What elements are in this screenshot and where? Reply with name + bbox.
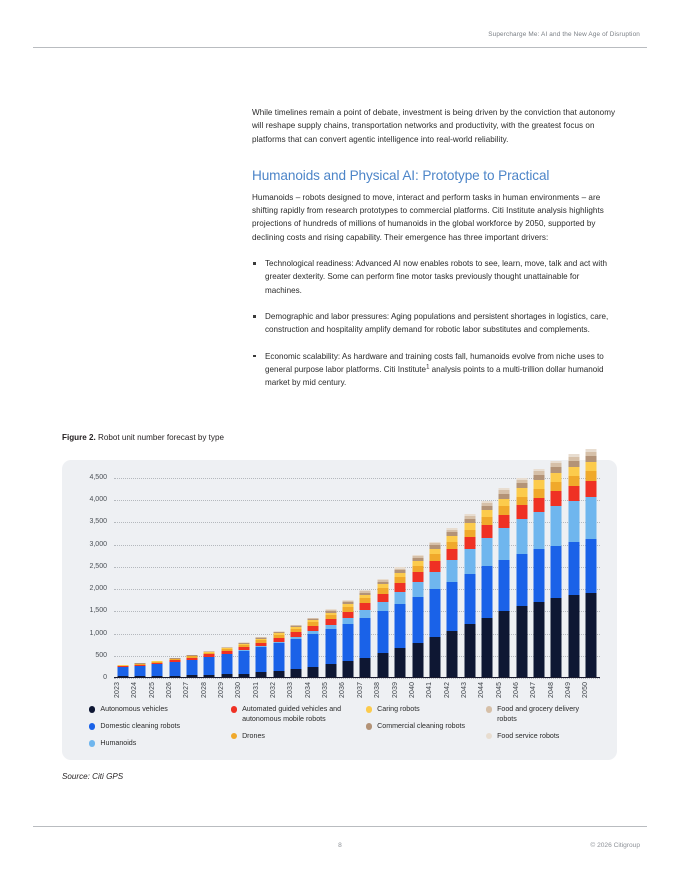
bar-segment <box>533 549 544 602</box>
driver-bullet-list <box>252 257 618 389</box>
bar-segment <box>256 647 267 672</box>
legend-item[interactable] <box>231 732 366 742</box>
legend-column <box>486 705 599 756</box>
bar-stack[interactable] <box>325 609 336 676</box>
bar-segment <box>447 549 458 560</box>
bar-stack[interactable] <box>187 655 198 677</box>
legend-item[interactable] <box>486 705 599 724</box>
footnote-marker: 1 <box>426 364 430 371</box>
y-axis-tick-label: 2,500 <box>89 562 107 570</box>
bar-stack[interactable] <box>291 625 302 677</box>
y-axis-tick-label: 4,500 <box>89 474 107 481</box>
x-axis-tick-label: 2047 <box>530 682 538 699</box>
bar-stack[interactable] <box>377 579 388 676</box>
bar-segment <box>585 471 596 481</box>
bar-slot[interactable] <box>166 477 183 677</box>
bar-segment <box>585 497 596 540</box>
list-item-text: Technological readiness: Advanced AI now enables robots to see, learn, move, talk and act with greater dexterity. Some can perform fine motor tasks previously thought unattainable for machines. <box>265 259 607 295</box>
bar-slot[interactable] <box>530 477 547 677</box>
x-axis-tick-label: 2033 <box>287 682 295 699</box>
bar-segment <box>516 497 527 506</box>
bar-segment <box>464 537 475 549</box>
bar-segment <box>412 597 423 643</box>
legend-color-swatch-icon <box>366 723 372 729</box>
list-item <box>252 257 618 297</box>
bar-stack[interactable] <box>533 469 544 677</box>
list-item-text-prefix: Economic scalability: As hardware and training costs fall, humanoids evolve from niche uses to general purpose labor platforms. Citi Institute <box>265 351 604 374</box>
bar-stack[interactable] <box>221 647 232 677</box>
x-axis-tick-label: 2042 <box>443 682 451 699</box>
x-axis-tick-label: 2026 <box>166 682 174 699</box>
y-axis-tick-label: 1,000 <box>89 629 107 637</box>
bar-stack[interactable] <box>551 461 562 677</box>
bar-stack[interactable] <box>499 488 510 676</box>
running-header-title: Supercharge Me: AI and the New Age of Disruption <box>488 31 640 38</box>
bar-segment <box>551 546 562 599</box>
bar-segment <box>135 666 146 676</box>
bar-segment <box>481 566 492 617</box>
bar-segment <box>533 489 544 498</box>
bar-segment <box>395 583 406 592</box>
bar-segment <box>551 482 562 491</box>
x-axis-tick-label: 2025 <box>148 682 156 699</box>
bar-segment <box>395 604 406 648</box>
bar-stack[interactable] <box>308 618 319 677</box>
bar-slot[interactable] <box>496 477 513 677</box>
legend-color-swatch-icon <box>366 706 372 712</box>
bar-segment <box>533 498 544 512</box>
x-axis-tick-label: 2044 <box>478 682 486 699</box>
x-axis-tick-label: 2030 <box>235 682 243 699</box>
bar-segment <box>343 612 354 619</box>
footer-divider <box>33 826 647 827</box>
y-axis-tick-label: 2,000 <box>89 585 107 593</box>
bar-segment <box>585 462 596 472</box>
legend-item-label: Humanoids <box>100 739 137 748</box>
figure-2-chart-card <box>62 460 617 760</box>
bar-stack[interactable] <box>152 661 163 677</box>
legend-color-swatch-icon <box>89 706 95 712</box>
bar-stack[interactable] <box>412 555 423 677</box>
legend-color-swatch-icon <box>89 740 95 746</box>
bar-segment <box>568 467 579 477</box>
bar-segment <box>516 505 527 519</box>
x-axis-tick-label: 2037 <box>356 682 364 699</box>
legend-color-swatch-icon <box>231 733 237 739</box>
x-axis-tick-label: 2023 <box>114 682 121 699</box>
bar-stack[interactable] <box>447 528 458 677</box>
legend-item-label: Food service robots <box>497 731 560 740</box>
bar-segment <box>533 480 544 489</box>
legend-item-label: Drones <box>242 731 265 740</box>
bar-segment <box>516 519 527 554</box>
bar-segment <box>585 481 596 497</box>
x-axis-tick-label: 2045 <box>495 682 503 699</box>
section-paragraph: Humanoids – robots designed to move, interact and perform tasks in human environments – are shifting rapidly from research prototypes to commercial platforms. Citi Institute analysis highlights projections of hundreds of millions of humanoids in the global workforce by 2050, supported by declining costs and rising capability. Their emergence has three important drivers: <box>252 192 604 242</box>
bar-segment <box>308 667 319 677</box>
bar-segment <box>499 611 510 676</box>
x-axis-tick-label: 2049 <box>564 682 572 699</box>
x-axis-tick-label: 2032 <box>270 682 278 699</box>
bar-stack[interactable] <box>117 665 128 677</box>
intro-paragraph: While timelines remain a point of debate, investment is being driven by the conviction that autonomy will reshape supply chains, transportation networks and productivity, with the greatest focus on platforms that can convert agentic intelligence into real-world reliability. <box>252 108 616 144</box>
bar-slot[interactable] <box>461 477 478 677</box>
bar-segment <box>447 631 458 677</box>
bar-slot[interactable] <box>374 477 391 677</box>
bullet-square-icon <box>253 262 256 265</box>
legend-color-swatch-icon <box>231 706 237 712</box>
bar-segment <box>481 618 492 677</box>
bar-slot[interactable] <box>218 477 235 677</box>
legend-column <box>89 705 231 756</box>
bar-segment <box>429 554 440 561</box>
x-axis-tick-label: 2028 <box>200 682 208 699</box>
figure-caption <box>62 433 224 442</box>
bar-segment <box>585 539 596 592</box>
x-axis-tick-label: 2029 <box>218 682 226 699</box>
bar-slot[interactable] <box>305 477 322 677</box>
gridline <box>114 678 600 679</box>
bar-segment <box>533 602 544 677</box>
bar-stack[interactable] <box>256 637 267 676</box>
bar-segment <box>499 560 510 612</box>
bar-segment <box>551 491 562 506</box>
bar-segment <box>429 572 440 590</box>
bar-segment <box>377 611 388 653</box>
bar-slot[interactable] <box>548 477 565 677</box>
bar-segment <box>117 667 128 676</box>
chart-legend <box>89 705 599 756</box>
figure-title: Robot unit number forecast by type <box>95 433 224 442</box>
bar-segment <box>551 598 562 676</box>
legend-item[interactable] <box>89 705 231 715</box>
section-heading: Humanoids and Physical AI: Prototype to Practical <box>252 167 550 183</box>
x-axis-tick-label: 2031 <box>252 682 260 699</box>
bar-segment <box>273 643 284 671</box>
bar-segment <box>204 657 215 675</box>
bar-segment <box>412 572 423 582</box>
bar-segment <box>412 643 423 677</box>
bar-slot[interactable] <box>114 477 131 677</box>
bar-segment <box>481 525 492 538</box>
bar-segment <box>481 510 492 517</box>
bar-segment <box>395 648 406 676</box>
list-item-text-suffix: analysis points to a multi-trillion dollar humanoid market by mid century. <box>265 364 604 388</box>
bar-slot[interactable] <box>183 477 200 677</box>
bar-segment <box>308 634 319 667</box>
y-axis-tick-label: 4,000 <box>89 496 107 504</box>
y-axis-tick-label: 3,000 <box>89 540 107 548</box>
bar-slot[interactable] <box>478 477 495 677</box>
chart-plot-area <box>89 474 600 699</box>
bar-segment <box>325 629 336 664</box>
bar-segment <box>447 560 458 581</box>
bar-segment <box>499 499 510 507</box>
page-number: 8 <box>338 842 342 849</box>
legend-item-label: Domestic cleaning robots <box>100 722 181 731</box>
list-item <box>252 350 618 390</box>
bar-slot[interactable] <box>149 477 166 677</box>
bar-segment <box>325 664 336 676</box>
bar-stack[interactable] <box>481 501 492 677</box>
copyright-notice: © 2026 Citigroup <box>590 842 640 849</box>
list-item <box>252 310 618 337</box>
bar-segment <box>516 554 527 606</box>
bar-slot[interactable] <box>582 477 599 677</box>
bar-segment <box>152 664 163 676</box>
bar-segment <box>499 506 510 514</box>
bar-stack[interactable] <box>169 658 180 676</box>
bar-slot[interactable] <box>253 477 270 677</box>
bar-slot[interactable] <box>287 477 304 677</box>
bar-segment <box>343 661 354 676</box>
bar-segment <box>516 488 527 496</box>
bar-segment <box>360 603 371 610</box>
bar-segment <box>585 593 596 677</box>
bar-segment <box>429 637 440 677</box>
bar-segment <box>360 610 371 617</box>
bar-segment <box>464 624 475 676</box>
bar-segment <box>568 476 579 485</box>
bar-stack[interactable] <box>516 478 527 677</box>
source-note: Source: Citi GPS <box>62 772 124 781</box>
x-axis-tick-label: 2041 <box>426 682 434 699</box>
legend-item[interactable] <box>89 722 231 732</box>
bar-segment <box>464 549 475 574</box>
bar-slot[interactable] <box>426 477 443 677</box>
bar-segment <box>360 618 371 658</box>
bar-slot[interactable] <box>339 477 356 677</box>
legend-item-label: Automated guided vehicles and autonomous mobile robots <box>242 705 342 723</box>
bar-segment <box>377 602 388 611</box>
bar-stack[interactable] <box>568 454 579 676</box>
legend-color-swatch-icon <box>486 706 492 712</box>
bar-slot[interactable] <box>444 477 461 677</box>
legend-item-label: Autonomous vehicles <box>100 705 168 713</box>
bar-segment <box>447 542 458 549</box>
y-axis-tick-label: 1,500 <box>89 607 107 615</box>
bar-segment <box>568 542 579 595</box>
bar-stack[interactable] <box>464 514 475 676</box>
legend-column <box>366 705 486 756</box>
legend-color-swatch-icon <box>486 733 492 739</box>
x-axis-tick-label: 2046 <box>512 682 520 699</box>
legend-item-label: Food and grocery delivery robots <box>497 705 580 723</box>
bar-stack[interactable] <box>395 567 406 676</box>
chart-x-axis-line <box>114 677 600 678</box>
bar-segment <box>395 592 406 604</box>
bar-segment <box>291 639 302 669</box>
bar-segment <box>568 595 579 676</box>
bar-segment <box>533 512 544 549</box>
bar-slot[interactable] <box>322 477 339 677</box>
bar-segment <box>377 653 388 677</box>
x-axis-tick-label: 2043 <box>460 682 468 699</box>
bar-stack[interactable] <box>585 449 596 677</box>
bar-segment <box>187 660 198 676</box>
bar-slot[interactable] <box>513 477 530 677</box>
bar-stack[interactable] <box>343 600 354 676</box>
bar-segment <box>221 654 232 674</box>
header-divider <box>33 47 647 48</box>
bar-slot[interactable] <box>270 477 287 677</box>
x-axis-tick-label: 2027 <box>183 682 191 699</box>
bar-segment <box>516 606 527 677</box>
bar-segment <box>447 582 458 631</box>
article-content <box>252 106 618 389</box>
bar-stack[interactable] <box>135 663 146 676</box>
bar-segment <box>568 501 579 542</box>
bar-slot[interactable] <box>565 477 582 677</box>
bar-segment <box>464 574 475 624</box>
bar-stack[interactable] <box>239 642 250 676</box>
bar-segment <box>551 506 562 546</box>
bullet-square-icon <box>253 355 256 358</box>
bar-slot[interactable] <box>201 477 218 677</box>
bar-segment <box>169 662 180 676</box>
bar-segment <box>551 473 562 482</box>
y-axis-tick-label: 3,500 <box>89 518 107 526</box>
bar-segment <box>429 589 440 637</box>
x-axis-tick-label: 2036 <box>339 682 347 699</box>
bar-slot[interactable] <box>235 477 252 677</box>
x-axis-tick-label: 2034 <box>304 682 312 699</box>
bar-segment <box>343 624 354 662</box>
bar-slot[interactable] <box>409 477 426 677</box>
legend-item[interactable] <box>89 739 231 749</box>
bar-segment <box>464 530 475 538</box>
bar-segment <box>568 486 579 501</box>
bar-stack[interactable] <box>204 651 215 676</box>
legend-item[interactable] <box>231 705 366 724</box>
bar-segment <box>291 669 302 676</box>
bar-segment <box>377 594 388 602</box>
legend-column <box>231 705 366 756</box>
bar-segment <box>481 517 492 525</box>
chart-bars <box>114 477 600 677</box>
bar-segment <box>499 515 510 528</box>
list-item-text: Demographic and labor pressures: Aging populations and persistent shortages in logistics, care, construction and hospitality amplify demand for robotic labor substitutes and complements. <box>265 311 609 335</box>
legend-item[interactable] <box>366 722 486 732</box>
legend-item-label: Caring robots <box>377 705 420 713</box>
bar-stack[interactable] <box>360 590 371 676</box>
y-axis-tick-label: 500 <box>95 651 107 659</box>
x-axis-tick-label: 2039 <box>391 682 399 699</box>
bullet-square-icon <box>253 315 256 318</box>
bar-stack[interactable] <box>273 631 284 676</box>
y-axis-tick-label: 0 <box>103 674 107 681</box>
bar-segment <box>412 582 423 596</box>
legend-color-swatch-icon <box>89 723 95 729</box>
x-axis-tick-label: 2035 <box>322 682 330 699</box>
legend-item[interactable] <box>486 732 599 742</box>
bar-segment <box>239 651 250 674</box>
figure-label: Figure 2. <box>62 433 96 442</box>
x-axis-tick-label: 2040 <box>408 682 416 699</box>
page-header <box>0 0 680 48</box>
bar-segment <box>499 528 510 560</box>
legend-item-label: Commercial cleaning robots <box>377 722 466 731</box>
x-axis-tick-label: 2038 <box>374 682 382 699</box>
bar-slot[interactable] <box>392 477 409 677</box>
x-axis-tick-label: 2048 <box>547 682 555 699</box>
x-axis-tick-label: 2050 <box>582 682 590 699</box>
bar-stack[interactable] <box>429 542 440 677</box>
bar-segment <box>360 658 371 677</box>
bar-segment <box>429 561 440 571</box>
bar-slot[interactable] <box>357 477 374 677</box>
legend-item[interactable] <box>366 705 486 715</box>
bar-segment <box>481 538 492 566</box>
x-axis-tick-label: 2024 <box>131 682 139 699</box>
bar-slot[interactable] <box>131 477 148 677</box>
